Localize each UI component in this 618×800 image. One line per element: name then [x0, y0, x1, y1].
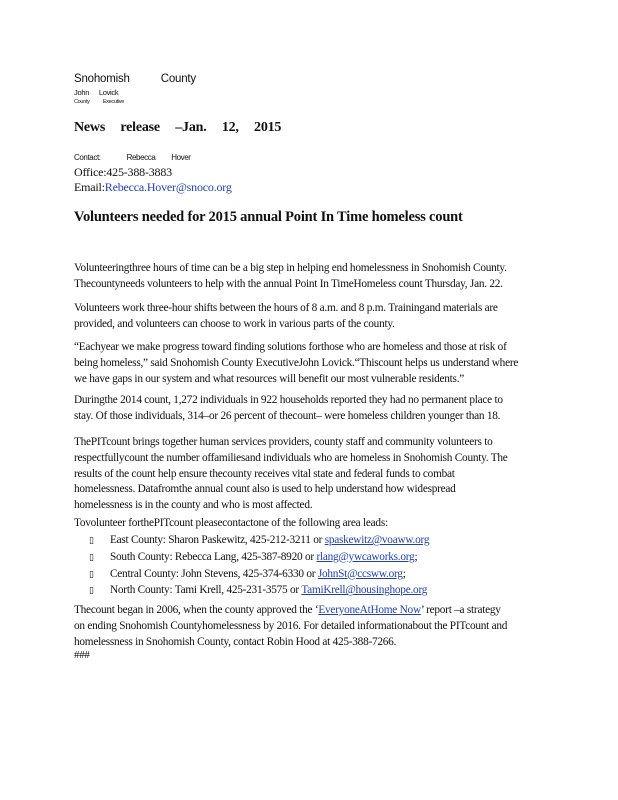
release-date: –Jan. 12, 2015 — [175, 120, 282, 135]
paragraph — [74, 393, 544, 425]
paragraph-line: Duringthe 2014 count, 1,272 individuals in 922 households reported they had no permanent place to — [74, 394, 503, 406]
lead-text: Central County: John Stevens, 425-374-6330 or — [110, 567, 318, 580]
everyone-at-home-link[interactable]: EveryoneAtHome Now — [318, 604, 421, 616]
paragraph — [74, 261, 544, 293]
paragraph-line: on ending Snohomish Countyhomelessness by 2016. For detailed informationabout the PITcount and — [74, 619, 508, 632]
closing-text: Thecount began in 2006, when the county approved the ‘ — [74, 604, 319, 616]
paragraph-line: we have gaps in our system and what resources will benefit our most vulnerable residents.” — [74, 372, 465, 385]
contact-label: Contact: — [74, 153, 101, 162]
paragraph-line: “Eachyear we make progress toward finding solutions forthose who are homeless and those at risk of — [74, 341, 507, 353]
headline: Volunteers needed for 2015 annual Point In Time homeless count — [74, 209, 463, 225]
lead-suffix: ; — [414, 550, 418, 563]
contact-line — [74, 153, 191, 162]
paragraph-line: respectfullycount the number offamiliesand individuals who are homeless in Snohomish County. The — [74, 451, 508, 464]
lead-text: East County: Sharon Paskewitz, 425-212-3211 or — [110, 534, 325, 546]
bullet-icon: ▯ — [89, 552, 94, 563]
contact-office: Office:425-388-3883 — [74, 165, 172, 179]
paragraph — [74, 435, 544, 514]
paragraph — [74, 301, 544, 333]
paragraph-line: Thecountyneeds volunteers to help with the annual Point In TimeHomeless count Thursday, Jan. 22. — [74, 277, 503, 290]
paragraph-line — [74, 603, 544, 619]
lead-email-link[interactable]: JohnSt@ccsww.org — [317, 567, 403, 580]
closing-text: ’ report –a strategy — [420, 604, 501, 616]
paragraph — [74, 340, 544, 387]
paragraph-line: being homeless,” said Snohomish County ExecutiveJohn Lovick.“Thiscount helps us understand where — [74, 356, 519, 369]
list-item — [89, 567, 429, 584]
contact-name: Rebecca Hover — [126, 153, 191, 162]
list-item — [89, 550, 429, 567]
paragraph-line: Volunteeringthree hours of time can be a big step in helping end homelessness in Snohomish County. — [74, 262, 507, 274]
contact-email-link[interactable]: Rebecca.Hover@snoco.org — [104, 180, 232, 194]
release-label: News release — [74, 120, 160, 135]
lead-email-link[interactable]: rlang@ywcaworks.org — [316, 550, 415, 563]
lead-email-link[interactable]: spaskewitz@voaww.org — [324, 534, 430, 546]
lead-suffix: ; — [402, 567, 406, 580]
paragraph-line: Volunteers work three-hour shifts between the hours of 8 a.m. and 8 p.m. Trainingand materials are — [74, 302, 498, 314]
paragraph-line: homelessness in Snohomish County, contact Robin Hood at 425-388-7266. — [74, 635, 397, 648]
paragraph-line: homelessness is in the county and who is most affected. — [74, 499, 313, 512]
list-item — [89, 583, 429, 600]
paragraph-line: stay. Of those individuals, 314–or 26 percent of thecount– were homeless children younger than 18. — [74, 409, 501, 422]
executive-name: John Lovick — [74, 88, 119, 97]
closing-paragraph — [74, 603, 544, 650]
lead-email-link[interactable]: TamiKrell@housinghope.org — [301, 584, 428, 597]
lead-text: South County: Rebecca Lang, 425-387-8920 or — [110, 550, 317, 563]
paragraph-line: provided, and volunteers can choose to work in various parts of the county. — [74, 317, 395, 330]
lead-text: North County: Tami Krell, 425-231-3575 or — [110, 584, 302, 597]
bullet-icon: ▯ — [89, 586, 94, 597]
executive-title: County Executive — [74, 99, 124, 105]
email-label: Email: — [74, 180, 105, 194]
org-name: Snohomish County — [74, 73, 196, 85]
end-mark: ### — [74, 649, 90, 661]
contact-email-line — [74, 180, 232, 195]
bullet-icon: ▯ — [89, 569, 94, 580]
bullet-icon: ▯ — [89, 536, 94, 546]
list-item — [89, 533, 429, 550]
release-line — [74, 120, 281, 136]
paragraph-line: homelessness. Datafromthe annual count also is used to help understand how widespread — [74, 483, 456, 496]
paragraph — [74, 516, 544, 532]
paragraph-line: Tovolunteer forthePITcount pleasecontactone of the following area leads: — [74, 517, 388, 529]
area-leads-list — [89, 533, 429, 600]
paragraph-line: results of the count help ensure thecounty receives vital state and federal funds to combat — [74, 467, 455, 480]
paragraph-line: ThePITcount brings together human services providers, county staff and community volunteers to — [74, 436, 493, 448]
